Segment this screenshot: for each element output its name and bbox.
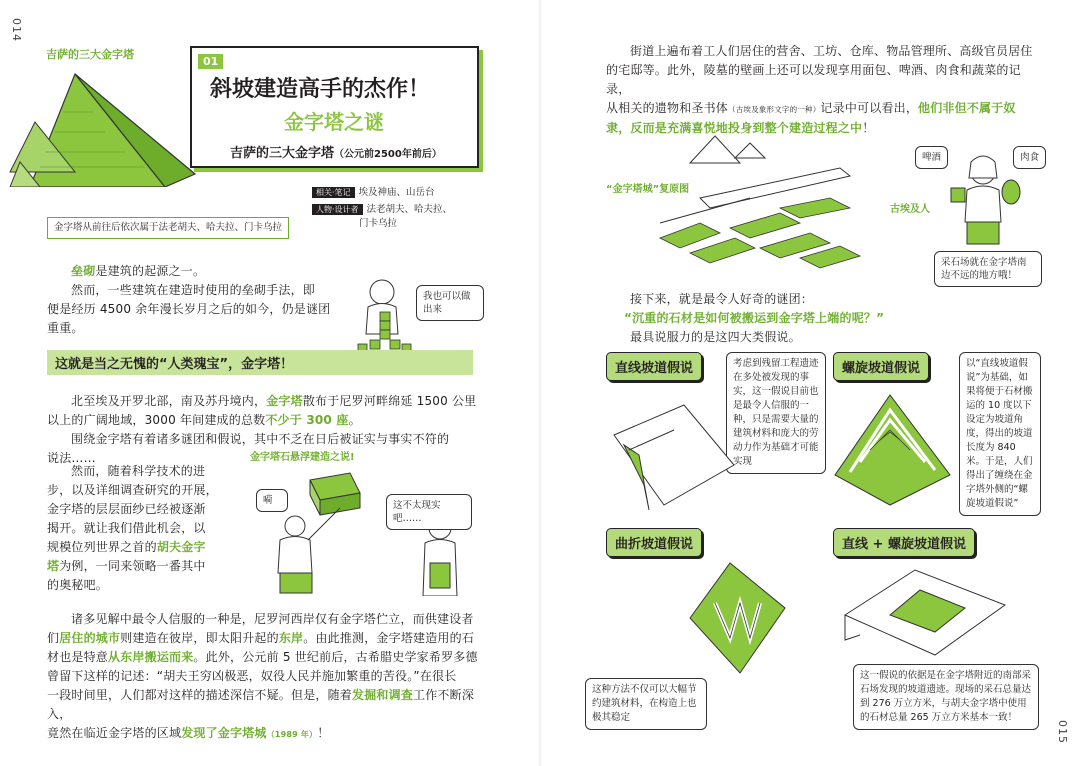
para-intro	[47, 262, 347, 338]
text-line: 曾留下这样的记述：“胡夫王穷凶极恶，奴役人民并施加繁重的苦役。”在很长	[47, 669, 457, 683]
keyword-not-slaves: 他们非但不属于奴	[918, 101, 1016, 115]
text-line: 围绕金字塔有着诸多谜团和假说，其中不乏在日后被证实与事实不符的	[71, 432, 450, 446]
person-tag: 人物·设计者	[312, 204, 363, 215]
text-line: 便是经历 4500 余年漫长岁月之后的如今，仍是谜团	[47, 302, 331, 316]
related-info	[312, 186, 452, 231]
para-city-life	[606, 42, 1036, 138]
hypothesis-spiral-title: 螺旋坡道假说	[833, 352, 929, 381]
text-line: 然而，随着科学技术的进	[71, 464, 206, 478]
text-line: 们	[47, 631, 60, 645]
hypothesis-straight-title: 直线坡道假说	[606, 352, 702, 381]
para-research	[47, 462, 227, 595]
zigzag-ramp-illustration	[670, 558, 795, 678]
text-line: 从相关的遗物和圣书体	[606, 101, 729, 115]
straight-ramp-illustration	[604, 395, 744, 510]
hypothesis-combined-title: 直线 + 螺旋坡道假说	[833, 528, 975, 557]
city-map-label: “金字塔城”复原图	[606, 184, 690, 195]
text-line: 最具说服力的是这四大类假说。	[630, 330, 801, 344]
keyword-khufu-cont: 塔	[47, 559, 60, 573]
text-line: 一段时间里，人们都对这样的描述深信不疑。但是，随着	[47, 688, 353, 702]
floating-stone-illustration	[240, 468, 480, 596]
kicker: 吉萨的三大金字塔	[46, 48, 134, 61]
speech-bubble-doubt: 这不太现实吧……	[386, 494, 472, 530]
article-number: 01	[198, 54, 223, 69]
ancient-egyptian-illustration	[945, 150, 1025, 250]
quarry-note: 采石场就在金字塔南边不远的地方哦！	[934, 251, 1042, 287]
hypothesis-straight-desc: 考虑到残留工程遗迹在多处被发现的事实，这一假说目前也是最令人信服的一种，只是需要大量的建筑材料和庞大的劳动力作为基础才可能实现	[726, 352, 826, 474]
text-line: 。	[348, 413, 361, 427]
keyword-year: （1989 年）	[266, 730, 318, 739]
title-box	[190, 46, 479, 168]
text-line: 重重。	[47, 321, 84, 335]
beer-label: 啤酒	[915, 146, 948, 169]
text-line: 的宅邸等。此外，陵墓的壁画上还可以发现享用面包、啤酒、肉食和蔬菜的记录，	[606, 63, 1021, 96]
pyramid-caption: 金字塔从前往后依次属于法老胡夫、哈夫拉、门卡乌拉	[47, 217, 289, 239]
child-building-blocks-illustration	[350, 272, 420, 357]
text-line: 然而，一些建筑在建造时使用的垒砌手法，即	[71, 283, 316, 297]
text-line: 诸多见解中最令人信服的一种是，尼罗河西岸仅有金字塔伫立，而供建设者	[71, 612, 474, 626]
keyword-joyful: 隶，反而是充满喜悦地投身到整个建造过程之中	[606, 121, 863, 135]
float-theory-title: 金字塔石悬浮建造之说!	[250, 452, 355, 463]
text-line: 为例，一同来领略一番其中	[59, 559, 206, 573]
keyword-pyramid: 金字塔	[266, 394, 303, 408]
text-line: 散布于尼罗河畔绵延 1500 公里	[302, 394, 477, 408]
text-line: 街道上遍布着工人们居住的营舍、工坊、仓库、物品管理所、高级官员居住	[630, 44, 1033, 58]
mystery-intro	[624, 290, 930, 347]
keyword-city: 居住的城市	[59, 631, 121, 645]
text-line: 材也是特意	[47, 650, 109, 664]
text-line: 记录中可以看出，	[820, 101, 919, 115]
text-line: 金字塔的层层面纱已经被逐渐	[47, 502, 206, 516]
text-line: 步，以及详细调查研究的开展，	[47, 483, 218, 497]
hypothesis-spiral-desc: 以“直线坡道假说”为基础，如果将便于石材搬运的 10 度以下设定为坡道角度，得出的坡道长度为 840 米。于是，人们得出了缠绕在金字塔外侧的“螺旋坡道假说”	[959, 352, 1041, 516]
text-line: 说法……	[47, 451, 96, 465]
text-note: （古埃及象形文字的一种）	[728, 105, 821, 114]
article-subtitle: 金字塔之谜	[284, 110, 384, 134]
pyramid-city-map	[640, 128, 870, 278]
hypothesis-combined-desc: 这一假说的依据是在金字塔附近的南部采石场发现的坡道遗迹。现场的采石总量达到 276 万立方米，与胡夫金字塔中使用的石材总量 265 万立方米基本一致！	[853, 664, 1039, 730]
keyword-excavation: 发掘和调查	[352, 688, 414, 702]
page-gutter	[538, 0, 542, 766]
pyramids-illustration	[5, 62, 215, 187]
keyword-khufu: 胡夫金字	[156, 540, 206, 554]
person-value-cont: 门卡乌拉	[359, 218, 398, 229]
caption-title: 吉萨的三大金字塔	[230, 146, 335, 161]
page-number-left: 014	[10, 18, 23, 42]
keyword-east-transport: 从东岸搬运而来	[108, 650, 194, 664]
text-line: 是建筑的起源之一。	[95, 264, 206, 278]
hypothesis-zigzag-title: 曲折坡道假说	[606, 528, 702, 557]
text-line: 接下来，就是最令人好奇的谜团：	[630, 292, 814, 306]
keyword-masonry: 垒砌	[71, 264, 96, 278]
spiral-ramp-illustration	[830, 390, 955, 510]
text-line: 以上的广阔地域，3000 年间建成的总数	[47, 413, 266, 427]
kid-speech-bubble: 我也可以做出来	[416, 285, 484, 321]
keyword-count: 不少于 300 座	[265, 413, 349, 427]
person-value: 法老胡夫、哈夫拉、	[366, 204, 453, 215]
text-line: ！	[317, 726, 330, 740]
hypothesis-zigzag-desc: 这种方法不仅可以大幅节约建筑材料，在构造上也极其稳定	[585, 678, 707, 730]
text-line: 规模位列世界之首的	[47, 540, 157, 554]
article-title: 斜坡建造高手的杰作！	[210, 77, 431, 102]
text-line: 。此外，公元前 5 世纪前后，古希腊史学家希罗多德	[193, 650, 478, 664]
related-value: 埃及神庙、山岳台	[358, 187, 435, 198]
text-line: 工作不断深入，	[47, 688, 475, 721]
speech-bubble-ho: 嗬	[256, 489, 288, 512]
keyword-east: 东岸	[278, 631, 304, 645]
page-number-right: 015	[1056, 720, 1069, 744]
text-line: 揭开。就让我们借此机会，以	[47, 521, 206, 535]
related-tag: 相关·笔记	[312, 187, 355, 198]
text-line: 竟然在临近金字塔的区域	[47, 726, 182, 740]
keyword-pyramid-city: 发现了金字塔城	[181, 726, 267, 740]
caption-date: （公元前2500年前后）	[334, 149, 442, 160]
mystery-question: “沉重的石材是如何被搬运到金字塔上端的呢？”	[624, 311, 885, 325]
egyptian-label: 古埃及人	[890, 204, 930, 215]
para-evidence	[47, 610, 479, 744]
text-line: 的奥秘吧。	[47, 578, 109, 592]
text-line: ！	[862, 121, 875, 135]
text-line: 则建造在彼岸，即太阳升起的	[120, 631, 279, 645]
text-line: 北至埃及开罗北部，南及苏丹境内，	[71, 394, 267, 408]
section-heading: 这就是当之无愧的“人类瑰宝”，金字塔！	[47, 350, 473, 375]
meat-label: 肉食	[1013, 146, 1046, 169]
combined-ramp-illustration	[835, 560, 1015, 665]
text-line: 。由此推测，金字塔建造用的石	[303, 631, 475, 645]
